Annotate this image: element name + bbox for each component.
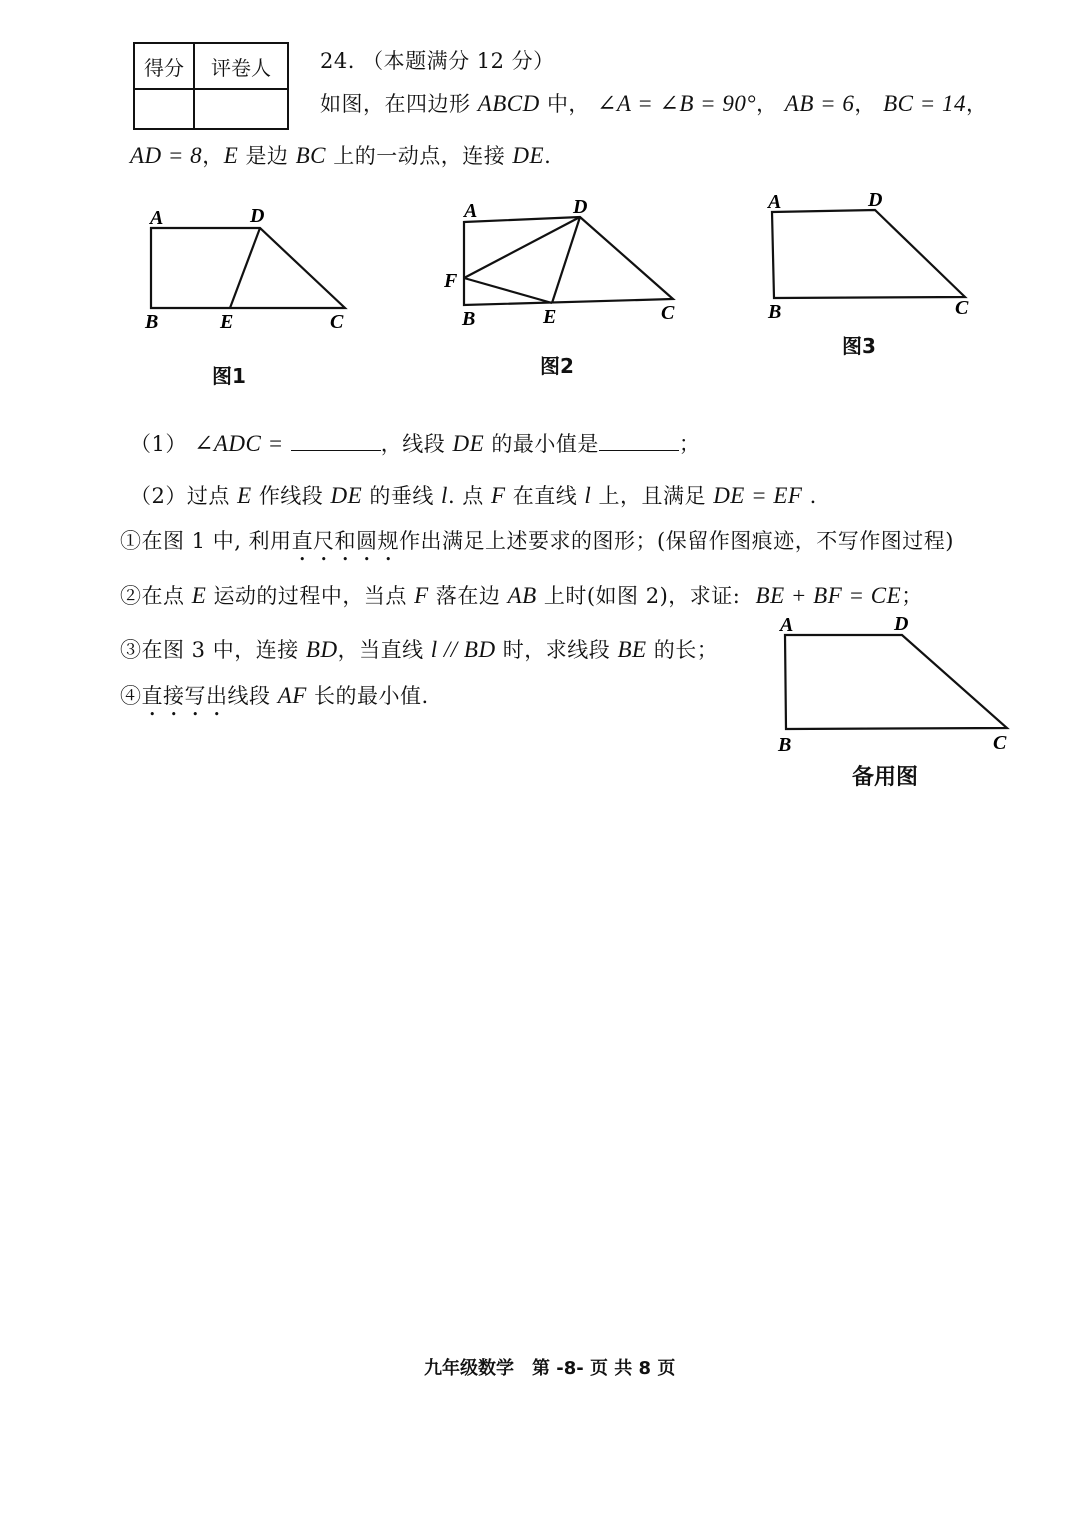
s2-text: ②在点 bbox=[120, 584, 185, 608]
fig2-caption: 图2 bbox=[540, 354, 574, 378]
ad-length: AD = 8 bbox=[130, 143, 203, 168]
s2-point-e: E bbox=[191, 583, 207, 608]
intro-text: 如图，在四边形 bbox=[320, 92, 471, 116]
q2-point-f: F bbox=[490, 483, 506, 508]
s3-text: 时，求线段 bbox=[502, 638, 611, 662]
s1-emphasis: 直尺和圆规 bbox=[291, 529, 400, 553]
s3-text: ，当直线 bbox=[337, 638, 424, 662]
side-bc: BC bbox=[295, 143, 327, 168]
q2-segment-de: DE bbox=[330, 483, 363, 508]
spare-quad bbox=[785, 635, 1007, 729]
s2-text: 落在边 bbox=[435, 584, 501, 608]
s1-text: 作出满足上述要求的图形；(保留作图痕迹，不写作图过程) bbox=[399, 529, 954, 553]
fig3-quad bbox=[772, 210, 965, 298]
intro-line-2 bbox=[130, 140, 551, 170]
s2-equation: BE + BF = CE bbox=[755, 583, 902, 608]
segment-de: DE bbox=[512, 143, 545, 168]
question-2 bbox=[130, 480, 817, 510]
spare-caption: 备用图 bbox=[852, 765, 919, 790]
score-cell bbox=[134, 89, 194, 129]
s2-text: 上时(如图 2)，求证: bbox=[543, 584, 741, 608]
angle-condition: ∠A = ∠B = 90° bbox=[597, 91, 757, 116]
intro-line-1: 如图，在四边形 ABCD 中， ∠A = ∠B = 90°， AB = 6， BC = 14， bbox=[320, 91, 988, 116]
s3-segment-be: BE bbox=[617, 637, 647, 662]
s4-text: ④ bbox=[120, 684, 142, 708]
intro-text: ， bbox=[202, 144, 224, 168]
q1-answer-blank-2[interactable] bbox=[599, 449, 679, 451]
fig1-label-c: C bbox=[330, 311, 344, 333]
fig3-caption: 图3 bbox=[842, 334, 876, 358]
s2-point-f: F bbox=[414, 583, 429, 608]
fig1-caption: 图1 bbox=[212, 364, 246, 388]
q2-text: . 点 bbox=[447, 484, 484, 508]
subquestion-3 bbox=[120, 634, 718, 664]
s4-text: 长的最小值. bbox=[313, 684, 429, 708]
fig2-label-d: D bbox=[573, 196, 588, 218]
fig2-label-c: C bbox=[661, 302, 675, 324]
q2-text: 的垂线 bbox=[369, 484, 434, 508]
fig2-label-e: E bbox=[543, 306, 557, 328]
q2-number: （2） bbox=[130, 484, 187, 508]
q2-text: 作线段 bbox=[258, 484, 324, 508]
fig3-label-b: B bbox=[768, 301, 782, 323]
fig3-label-c: C bbox=[955, 297, 969, 319]
spare-label-a: A bbox=[780, 614, 794, 636]
s3-text: 的长； bbox=[653, 638, 719, 662]
q2-line-l: l bbox=[584, 483, 592, 508]
figure-3 bbox=[760, 190, 980, 330]
spare-label-c: C bbox=[993, 732, 1007, 754]
q1-answer-blank-1[interactable] bbox=[291, 449, 381, 451]
fig1-label-d: D bbox=[250, 205, 265, 227]
q2-text: 上，且满足 bbox=[598, 484, 706, 508]
points-note: （本题满分 12 分） bbox=[362, 49, 555, 73]
q1-text: ； bbox=[678, 432, 701, 456]
bc-length: BC = 14 bbox=[883, 91, 967, 116]
quad-name: ABCD bbox=[477, 91, 540, 116]
subquestion-2 bbox=[120, 580, 923, 610]
fig2-segment-fe bbox=[464, 278, 552, 303]
fig2-label-f: F bbox=[444, 270, 458, 292]
s3-segment-bd: BD bbox=[305, 637, 338, 662]
fig3-label-d: D bbox=[868, 190, 883, 211]
subquestion-1 bbox=[120, 525, 954, 566]
q2-point-e: E bbox=[237, 483, 252, 508]
q2-equation: DE = EF bbox=[713, 483, 803, 508]
intro-text: 上的一动点，连接 bbox=[333, 144, 506, 168]
q2-line-l: l bbox=[441, 483, 448, 508]
s2-text: ； bbox=[901, 584, 923, 608]
spare-label-d: D bbox=[894, 613, 909, 635]
q2-text: 在直线 bbox=[512, 484, 578, 508]
intro-text: 是边 bbox=[245, 144, 289, 168]
grader-cell bbox=[194, 89, 288, 129]
figure-2 bbox=[440, 195, 690, 335]
s4-text: 线段 bbox=[227, 684, 271, 708]
intro-text: 中， bbox=[546, 92, 590, 116]
q1-text: ，线段 bbox=[380, 432, 446, 456]
figure-1 bbox=[140, 200, 360, 340]
fig3-label-a: A bbox=[768, 191, 782, 213]
intro-text: . bbox=[544, 144, 552, 168]
s2-text: 运动的过程中，当点 bbox=[213, 584, 407, 608]
fig1-label-b: B bbox=[145, 311, 159, 333]
page-footer: 九年级数学 第 -8- 页 共 8 页 bbox=[424, 1358, 676, 1379]
ab-length: AB = 6 bbox=[784, 91, 855, 116]
q2-text: . bbox=[809, 484, 817, 508]
s3-text: ③在图 3 中，连接 bbox=[120, 638, 299, 662]
score-label: 得分 bbox=[134, 43, 194, 89]
spare-figure bbox=[770, 608, 1020, 758]
question-1 bbox=[130, 428, 700, 458]
s3-parallel: l // BD bbox=[430, 637, 496, 662]
q2-text: 过点 bbox=[186, 484, 230, 508]
problem-number: 24. bbox=[320, 49, 355, 73]
s2-side-ab: AB bbox=[507, 583, 537, 608]
spare-label-b: B bbox=[778, 734, 792, 756]
fig1-segment-de bbox=[230, 228, 260, 308]
q1-text: 的最小值是 bbox=[491, 432, 599, 456]
fig2-label-a: A bbox=[464, 200, 478, 222]
s4-emphasis: 直接写出 bbox=[141, 684, 228, 708]
fig1-label-e: E bbox=[220, 311, 234, 333]
fig2-label-b: B bbox=[462, 308, 476, 330]
problem-header bbox=[320, 45, 555, 75]
grader-label: 评卷人 bbox=[194, 43, 288, 89]
q1-number: （1） bbox=[130, 432, 187, 456]
s1-text: ①在图 1 中, 利用 bbox=[120, 529, 292, 553]
s4-segment-af: AF bbox=[277, 683, 307, 708]
q1-segment-de: DE bbox=[452, 431, 485, 456]
point-e: E bbox=[223, 143, 239, 168]
fig1-label-a: A bbox=[150, 207, 164, 229]
score-table bbox=[133, 42, 289, 130]
subquestion-4 bbox=[120, 680, 429, 721]
q1-angle: ∠ADC = bbox=[194, 431, 284, 456]
fig1-quad bbox=[151, 228, 345, 308]
